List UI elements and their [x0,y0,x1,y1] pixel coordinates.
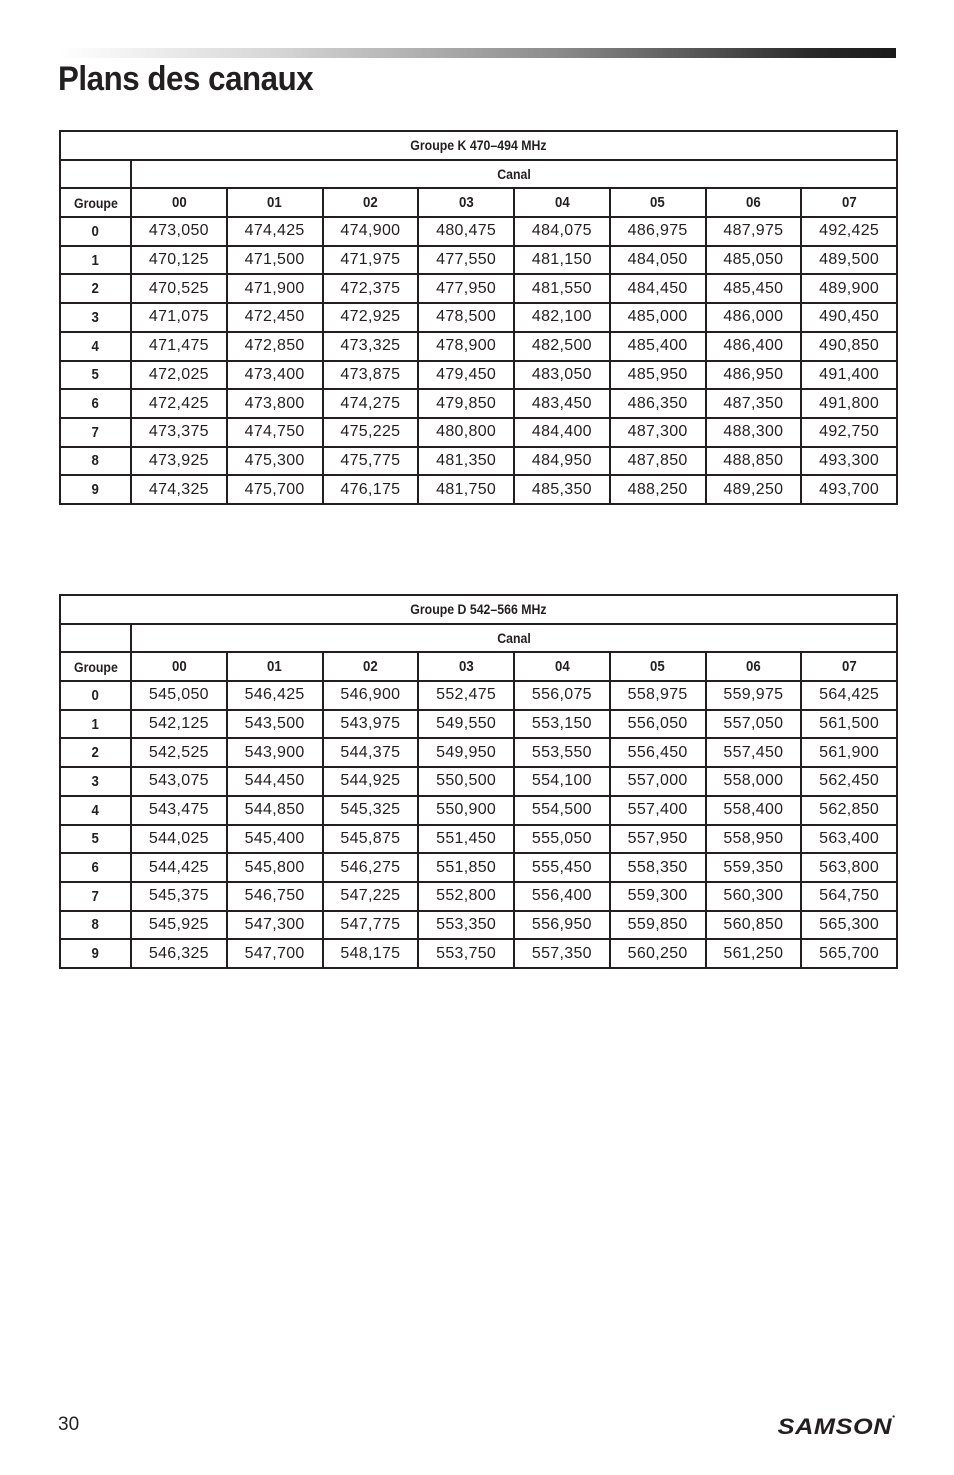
frequency-cell: 487,300 [610,418,706,447]
frequency-cell: 551,850 [418,853,514,882]
channel-column-header [514,188,610,217]
channel-column-header-text: 06 [746,194,761,212]
channel-column-header-text: 04 [554,194,570,212]
group-number-cell [60,939,131,968]
frequency-cell: 483,450 [514,389,610,418]
frequency-cell: 482,500 [514,332,610,361]
header-gradient-bar [58,48,896,58]
group-number-text: 4 [91,337,100,355]
frequency-cell: 474,425 [227,217,323,246]
frequency-cell: 484,950 [514,447,610,476]
channel-column-header-text: 02 [363,658,378,676]
group-number-cell [60,361,131,390]
frequency-cell: 489,250 [706,475,802,504]
frequency-cell: 563,800 [801,853,897,882]
channel-column-header-text: 00 [171,194,187,212]
frequency-cell: 472,450 [227,303,323,332]
frequency-cell: 487,350 [706,389,802,418]
group-number-text: 5 [91,830,100,848]
table-row [60,418,897,447]
channel-column-header [227,188,323,217]
frequency-cell: 483,050 [514,361,610,390]
group-number-text: 1 [91,715,100,733]
frequency-cell: 471,975 [323,246,419,275]
table-row [60,274,897,303]
frequency-cell: 472,925 [323,303,419,332]
channel-column-header [323,188,419,217]
frequency-cell: 553,750 [418,939,514,968]
brand-logo-text: SAMSON [778,1414,893,1439]
frequency-cell: 473,800 [227,389,323,418]
frequency-cell: 543,975 [323,710,419,739]
frequency-cell: 470,125 [131,246,227,275]
frequency-cell: 543,900 [227,738,323,767]
table-row [60,681,897,710]
frequency-cell: 557,000 [610,767,706,796]
frequency-cell: 543,500 [227,710,323,739]
frequency-cell: 480,475 [418,217,514,246]
frequency-cell: 545,375 [131,882,227,911]
frequency-cell: 549,950 [418,738,514,767]
frequency-cell: 485,450 [706,274,802,303]
channel-column-header-text: 04 [554,658,570,676]
frequency-cell: 478,500 [418,303,514,332]
frequency-cell: 478,900 [418,332,514,361]
canal-label-text: Canal [497,166,531,183]
group-number-cell [60,681,131,710]
group-number-cell [60,332,131,361]
canal-label-text: Canal [497,630,531,647]
group-band-text: Groupe D 542–566 MHz [410,601,547,618]
frequency-cell: 558,400 [706,796,802,825]
group-number-text: 0 [91,686,100,704]
frequency-cell: 492,750 [801,418,897,447]
frequency-cell: 552,475 [418,681,514,710]
group-number-text: 0 [91,222,100,240]
channel-column-header-text: 02 [363,194,378,212]
frequency-cell: 559,975 [706,681,802,710]
frequency-cell: 546,425 [227,681,323,710]
frequency-cell: 472,025 [131,361,227,390]
table-row [60,303,897,332]
frequency-cell: 551,450 [418,825,514,854]
frequency-cell: 547,775 [323,911,419,940]
frequency-cell: 556,450 [610,738,706,767]
frequency-cell: 488,300 [706,418,802,447]
frequency-cell: 491,400 [801,361,897,390]
frequency-cell: 474,750 [227,418,323,447]
channel-column-header [514,652,610,681]
group-number-text: 6 [91,859,100,877]
frequency-cell: 474,275 [323,389,419,418]
frequency-cell: 473,325 [323,332,419,361]
trademark-dot: • [892,1414,896,1421]
frequency-cell: 547,700 [227,939,323,968]
frequency-cell: 486,975 [610,217,706,246]
table-title-row [60,595,897,624]
frequency-cell: 479,850 [418,389,514,418]
frequency-cell: 475,775 [323,447,419,476]
frequency-cell: 481,150 [514,246,610,275]
frequency-cell: 545,400 [227,825,323,854]
frequency-cell: 485,000 [610,303,706,332]
frequency-cell: 545,800 [227,853,323,882]
channel-column-header [706,188,802,217]
group-number-cell [60,767,131,796]
frequency-cell: 488,850 [706,447,802,476]
group-number-text: 2 [91,744,100,762]
group-number-text: 7 [91,423,100,441]
frequency-cell: 484,400 [514,418,610,447]
frequency-cell: 544,450 [227,767,323,796]
frequency-cell: 471,075 [131,303,227,332]
frequency-cell: 485,400 [610,332,706,361]
frequency-cell: 550,900 [418,796,514,825]
group-number-text: 2 [91,280,100,298]
frequency-cell: 486,950 [706,361,802,390]
group-number-cell [60,475,131,504]
group-number-cell [60,796,131,825]
frequency-cell: 473,050 [131,217,227,246]
frequency-cell: 559,300 [610,882,706,911]
frequency-cell: 557,450 [706,738,802,767]
column-header-row [60,652,897,681]
group-number-cell [60,447,131,476]
table-row [60,710,897,739]
frequency-cell: 557,400 [610,796,706,825]
table-row [60,447,897,476]
groupe-header-text: Groupe [73,658,118,675]
group-number-text: 7 [91,887,100,905]
frequency-cell: 484,050 [610,246,706,275]
table-title-row [60,131,897,160]
frequency-cell: 488,250 [610,475,706,504]
frequency-cell: 545,925 [131,911,227,940]
frequency-cell: 471,475 [131,332,227,361]
table-row [60,939,897,968]
frequency-cell: 484,075 [514,217,610,246]
group-number-cell [60,246,131,275]
frequency-cell: 489,500 [801,246,897,275]
frequency-cell: 554,500 [514,796,610,825]
frequency-cell: 548,175 [323,939,419,968]
page-number: 30 [58,1414,80,1435]
frequency-cell: 550,500 [418,767,514,796]
channel-column-header [323,652,419,681]
channel-column-header-text: 07 [841,658,857,676]
channel-column-header [801,188,897,217]
frequency-cell: 486,000 [706,303,802,332]
frequency-cell: 561,250 [706,939,802,968]
samson-logo [778,1414,896,1440]
frequency-cell: 471,900 [227,274,323,303]
group-number-text: 5 [91,366,100,384]
channel-column-header-text: 00 [171,658,187,676]
frequency-cell: 559,350 [706,853,802,882]
frequency-cell: 474,325 [131,475,227,504]
group-number-cell [60,825,131,854]
frequency-cell: 485,350 [514,475,610,504]
frequency-cell: 561,500 [801,710,897,739]
channel-column-header-text: 05 [650,658,665,676]
channel-column-header-text: 06 [746,658,761,676]
frequency-cell: 556,400 [514,882,610,911]
channel-column-header [706,652,802,681]
table-row [60,767,897,796]
channel-table-group-d [59,594,898,969]
frequency-cell: 545,325 [323,796,419,825]
frequency-cell: 475,225 [323,418,419,447]
empty-corner-cell [60,624,131,653]
channel-column-header-text: 01 [267,658,282,676]
canal-header-row [60,624,897,653]
channel-table-group-k [59,130,898,505]
channel-column-header [418,652,514,681]
groupe-column-header [60,188,131,217]
frequency-cell: 565,700 [801,939,897,968]
channel-column-header-text: 01 [267,194,282,212]
frequency-cell: 470,525 [131,274,227,303]
frequency-cell: 564,425 [801,681,897,710]
group-number-text: 4 [91,801,100,819]
frequency-cell: 484,450 [610,274,706,303]
frequency-cell: 481,550 [514,274,610,303]
canal-label [131,160,897,189]
frequency-cell: 558,350 [610,853,706,882]
groupe-column-header [60,652,131,681]
channel-column-header [610,188,706,217]
frequency-cell: 489,900 [801,274,897,303]
frequency-cell: 553,550 [514,738,610,767]
frequency-cell: 487,975 [706,217,802,246]
frequency-cell: 546,750 [227,882,323,911]
frequency-cell: 558,000 [706,767,802,796]
group-number-text: 8 [91,916,100,934]
frequency-cell: 555,450 [514,853,610,882]
frequency-cell: 477,550 [418,246,514,275]
channel-column-header [801,652,897,681]
frequency-cell: 546,325 [131,939,227,968]
channel-column-header [610,652,706,681]
frequency-cell: 477,950 [418,274,514,303]
group-number-cell [60,389,131,418]
group-number-text: 3 [91,308,100,326]
table-row [60,796,897,825]
table-row [60,475,897,504]
frequency-cell: 473,400 [227,361,323,390]
frequency-cell: 560,300 [706,882,802,911]
frequency-cell: 479,450 [418,361,514,390]
frequency-cell: 564,750 [801,882,897,911]
frequency-cell: 559,850 [610,911,706,940]
frequency-cell: 558,950 [706,825,802,854]
frequency-cell: 546,275 [323,853,419,882]
frequency-cell: 471,500 [227,246,323,275]
frequency-cell: 487,850 [610,447,706,476]
channel-column-header-text: 03 [458,194,474,212]
frequency-cell: 482,100 [514,303,610,332]
table-row [60,332,897,361]
frequency-cell: 554,100 [514,767,610,796]
channel-column-header-text: 05 [650,194,665,212]
table-row [60,853,897,882]
frequency-cell: 473,925 [131,447,227,476]
frequency-cell: 557,950 [610,825,706,854]
group-number-text: 6 [91,395,100,413]
frequency-cell: 556,050 [610,710,706,739]
frequency-cell: 547,225 [323,882,419,911]
group-number-cell [60,853,131,882]
frequency-cell: 552,800 [418,882,514,911]
group-number-cell [60,911,131,940]
frequency-cell: 544,375 [323,738,419,767]
frequency-cell: 549,550 [418,710,514,739]
table-row [60,389,897,418]
group-number-text: 9 [91,481,100,499]
frequency-cell: 472,850 [227,332,323,361]
frequency-cell: 542,125 [131,710,227,739]
table-row [60,246,897,275]
group-number-cell [60,882,131,911]
frequency-cell: 481,350 [418,447,514,476]
frequency-cell: 480,800 [418,418,514,447]
channel-column-header [131,188,227,217]
channel-column-header [227,652,323,681]
frequency-cell: 544,025 [131,825,227,854]
table-row [60,825,897,854]
frequency-cell: 565,300 [801,911,897,940]
frequency-cell: 558,975 [610,681,706,710]
frequency-cell: 544,925 [323,767,419,796]
frequency-cell: 473,875 [323,361,419,390]
frequency-cell: 545,050 [131,681,227,710]
frequency-cell: 542,525 [131,738,227,767]
frequency-cell: 491,800 [801,389,897,418]
frequency-cell: 557,350 [514,939,610,968]
channel-column-header-text: 03 [458,658,474,676]
frequency-cell: 474,900 [323,217,419,246]
group-number-cell [60,303,131,332]
channel-column-header [418,188,514,217]
frequency-cell: 547,300 [227,911,323,940]
frequency-cell: 472,425 [131,389,227,418]
frequency-cell: 556,950 [514,911,610,940]
frequency-cell: 475,300 [227,447,323,476]
frequency-cell: 472,375 [323,274,419,303]
group-number-cell [60,710,131,739]
frequency-cell: 486,400 [706,332,802,361]
frequency-cell: 492,425 [801,217,897,246]
frequency-cell: 560,850 [706,911,802,940]
frequency-cell: 543,475 [131,796,227,825]
frequency-cell: 560,250 [610,939,706,968]
frequency-cell: 553,350 [418,911,514,940]
frequency-cell: 493,700 [801,475,897,504]
frequency-cell: 485,950 [610,361,706,390]
group-band-text: Groupe K 470–494 MHz [410,137,547,154]
group-number-text: 8 [91,452,100,470]
frequency-cell: 544,850 [227,796,323,825]
empty-corner-cell [60,160,131,189]
frequency-cell: 476,175 [323,475,419,504]
frequency-cell: 546,900 [323,681,419,710]
group-band-label [60,131,897,160]
frequency-cell: 562,850 [801,796,897,825]
frequency-cell: 544,425 [131,853,227,882]
group-number-cell [60,738,131,767]
group-number-cell [60,217,131,246]
frequency-cell: 555,050 [514,825,610,854]
group-number-cell [60,418,131,447]
table-row [60,361,897,390]
column-header-row [60,188,897,217]
frequency-cell: 493,300 [801,447,897,476]
frequency-cell: 475,700 [227,475,323,504]
group-number-text: 9 [91,945,100,963]
frequency-cell: 557,050 [706,710,802,739]
frequency-cell: 490,850 [801,332,897,361]
frequency-cell: 490,450 [801,303,897,332]
frequency-cell: 486,350 [610,389,706,418]
frequency-cell: 561,900 [801,738,897,767]
frequency-cell: 543,075 [131,767,227,796]
frequency-cell: 545,875 [323,825,419,854]
canal-label [131,624,897,653]
frequency-cell: 481,750 [418,475,514,504]
frequency-cell: 563,400 [801,825,897,854]
table-row [60,217,897,246]
frequency-cell: 485,050 [706,246,802,275]
group-number-text: 3 [91,772,100,790]
group-band-label [60,595,897,624]
group-number-text: 1 [91,251,100,269]
frequency-cell: 473,375 [131,418,227,447]
page-title: Plans des canaux [58,60,314,98]
frequency-cell: 562,450 [801,767,897,796]
table-row [60,882,897,911]
frequency-cell: 556,075 [514,681,610,710]
table-row [60,911,897,940]
channel-column-header-text: 07 [841,194,857,212]
group-number-cell [60,274,131,303]
channel-column-header [131,652,227,681]
groupe-header-text: Groupe [73,194,118,211]
table-row [60,738,897,767]
canal-header-row [60,160,897,189]
frequency-cell: 553,150 [514,710,610,739]
